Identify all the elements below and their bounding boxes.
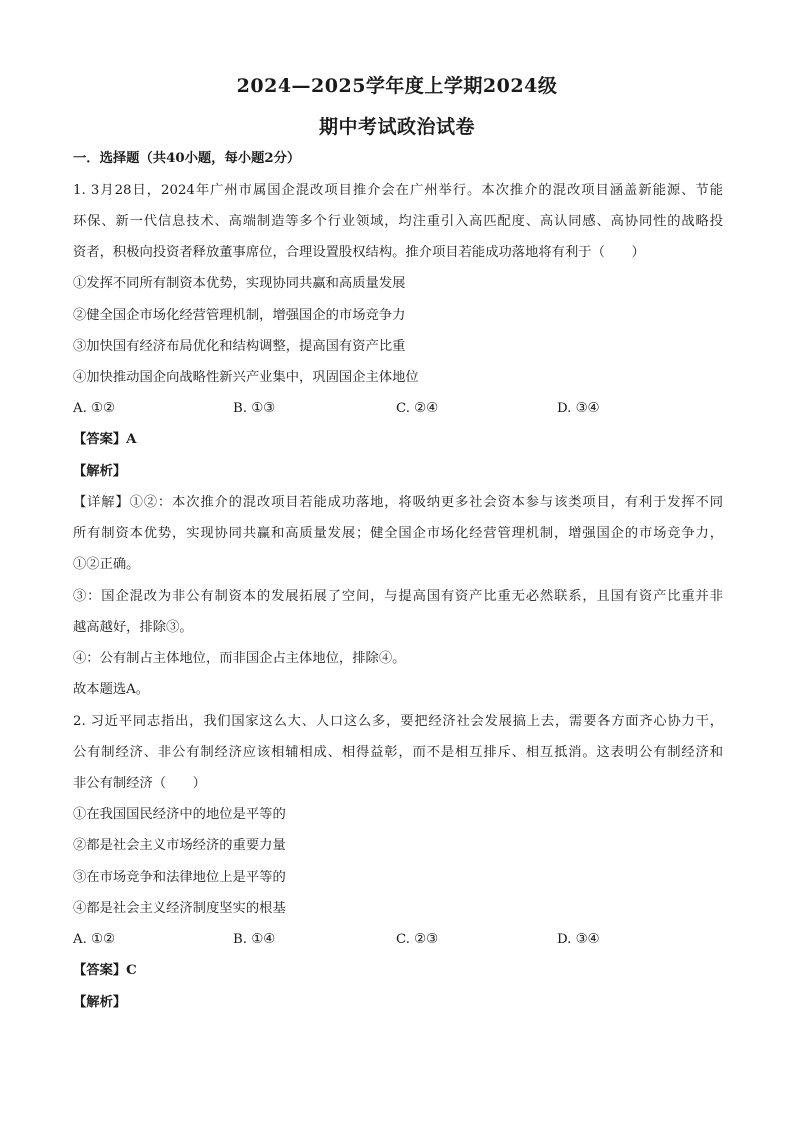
q1-detail-line: ③：国企混改为非公有制资本的发展拓展了空间，与提高国有资产比重无必然联系，且国有资产比重并非 [73, 589, 723, 604]
q2-stem-line: 非公有制经济（ ） [73, 776, 206, 791]
q2-stem-line: 公有制经济、非公有制经济应该相辅相成、相得益彰，而不是相互排斥、相互抵消。这表明公有制经济和 [73, 745, 723, 760]
q2-statement: ②都是社会主义市场经济的重要力量 [73, 838, 286, 853]
q2-analysis-label: 【解析】 [73, 995, 127, 1010]
q1-detail-line: 所有制资本优势，实现协同共赢和高质量发展；健全国企市场化经营管理机制，增强国企的市场竞争力， [73, 526, 723, 541]
q2-statement: ③在市场竞争和法律地位上是平等的 [73, 870, 286, 885]
q2-statement: ④都是社会主义经济制度坚实的根基 [73, 901, 286, 916]
q1-option-c: C. ②④ [396, 401, 438, 416]
q1-stem-line: 资者，积极向投资者释放董事席位，合理设置股权结构。推介项目若能成功落地将有利于（ ） [73, 245, 645, 260]
q2-option-a: A. ①② [73, 932, 115, 947]
q2-option-b: B. ①④ [233, 932, 276, 947]
q1-statement: ①发挥不同所有制资本优势，实现协同共赢和高质量发展 [73, 276, 406, 291]
q2-stem-line: 2. 习近平同志指出，我们国家这么大、人口这么多，要把经济社会发展搞上去，需要各方面齐心协力干， [73, 714, 723, 729]
exam-title-year: 2024—2025学年度上学期2024级 [236, 75, 558, 97]
section-heading: 一．选择题（共40小题，每小题2分） [73, 151, 301, 166]
q1-statement: ③加快国有经济布局优化和结构调整，提高国有资产比重 [73, 339, 406, 354]
q1-analysis-label: 【解析】 [73, 464, 127, 479]
q1-detail-line: 越高越好，排除③。 [73, 620, 193, 635]
q2-option-d: D. ③④ [557, 932, 600, 947]
q1-stem-line: 环保、新一代信息技术、高端制造等多个行业领域，均注重引入高匹配度、高认同感、高协同性的战略投 [73, 214, 723, 229]
q2-option-c: C. ②③ [396, 932, 438, 947]
q1-detail-line: ①②正确。 [73, 557, 140, 572]
q2-answer: 【答案】C [73, 963, 137, 978]
q1-statement: ②健全国企市场化经营管理机制，增强国企的市场竞争力 [73, 308, 406, 323]
q1-option-b: B. ①③ [233, 401, 276, 416]
exam-title-subject: 期中考试政治试卷 [318, 116, 475, 138]
q1-answer: 【答案】A [73, 432, 137, 447]
q1-option-d: D. ③④ [557, 401, 600, 416]
q1-detail-line: 【详解】①②：本次推介的混改项目若能成功落地，将吸纳更多社会资本参与该类项目，有利于发挥不同 [73, 495, 723, 510]
q1-option-a: A. ①② [73, 401, 115, 416]
q1-detail-line: 故本题选A。 [73, 682, 150, 697]
q1-stem-line: 1. 3月28日，2024年广州市属国企混改项目推介会在广州举行。本次推介的混改项目涵盖新能源、节能 [73, 183, 723, 198]
q1-detail-line: ④：公有制占主体地位，而非国企占主体地位，排除④。 [73, 651, 406, 666]
q2-statement: ①在我国国民经济中的地位是平等的 [73, 807, 286, 822]
q1-statement: ④加快推动国企向战略性新兴产业集中，巩固国企主体地位 [73, 370, 419, 385]
